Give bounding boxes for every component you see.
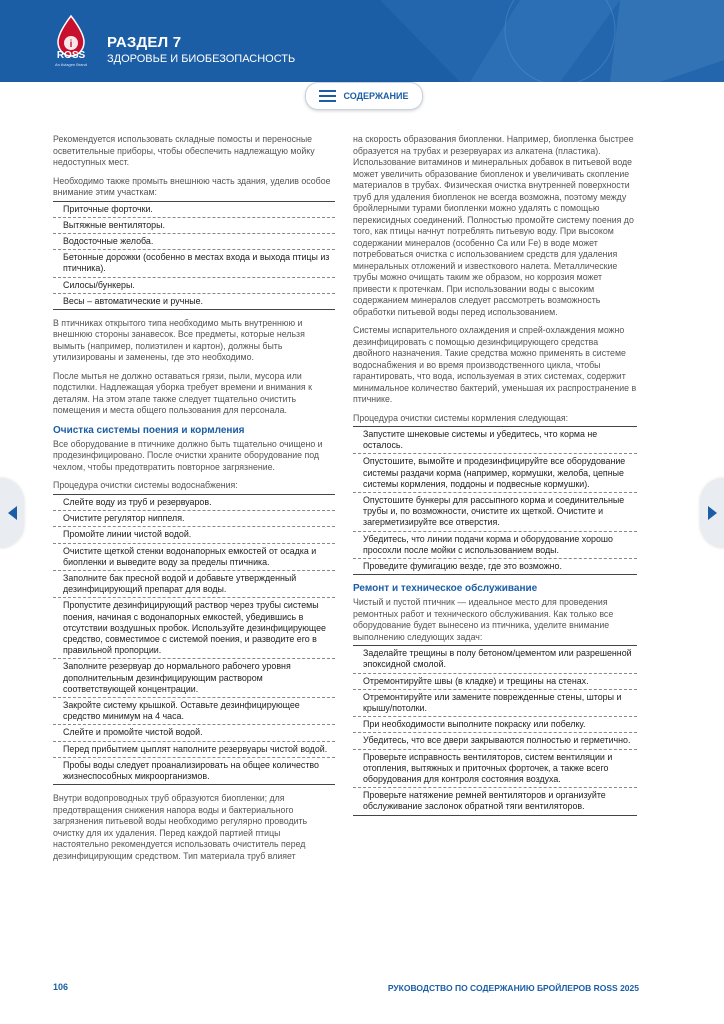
list-item: Весы – автоматические и ручные. <box>53 294 335 310</box>
list-item: Перед прибытием цыплят наполните резервуары чистой водой. <box>53 742 335 758</box>
paragraph: Чистый и пустой птичник — идеальное место для проведения ремонтных работ и технического обслуживания. Как только все оборудование будет вынесено из птичника, уделите внимание выполнению следующих задач: <box>353 597 614 642</box>
list-item: Проверьте натяжение ремней вентиляторов и организуйте обслуживание заслонок обратной тяги вентиляторов. <box>353 788 637 815</box>
section-heading: Ремонт и техническое обслуживание <box>353 583 538 595</box>
list-item: Заполните резервуар до нормального рабочего уровня дополнительным дезинфицирующим раствором соответствующей концентрации. <box>53 659 335 698</box>
contents-label: СОДЕРЖАНИЕ <box>343 91 409 101</box>
section-subtitle: ЗДОРОВЬЕ И БИОБЕЗОПАСНОСТЬ <box>107 53 296 65</box>
list-item: Слейте и промойте чистой водой. <box>53 725 335 741</box>
feed-cleaning-steps <box>353 426 637 575</box>
menu-icon <box>319 90 336 102</box>
repair-tasks-list <box>353 645 637 815</box>
section-title: РАЗДЕЛ 7 <box>107 34 182 51</box>
list-item: Очистите щеткой стенки водонапорных емкостей от осадка и биопленки и выведите воду за пределы птичника. <box>53 544 335 571</box>
list-item: Опустошите бункеры для рассыпного корма и соединительные трубы и, по возможности, очистите их щеткой. Очистите и загерметизируйте все отверстия. <box>353 493 637 532</box>
paragraph: Процедура очистки системы водоснабжения: <box>53 480 238 491</box>
paragraph: Необходимо также промыть внешнюю часть здания, уделив особое внимание этим участкам: <box>53 175 331 197</box>
paragraph: После мытья не должно оставаться грязи, пыли, мусора или подстилки. Надлежащая уборка требует времени и внимания к деталям. На этом этапе также следует тщательно очистить помещения и места общего пользования для персонала. <box>53 370 312 416</box>
list-item: Отремонтируйте или замените поврежденные стены, шторы и крышу/потолки. <box>353 690 637 717</box>
list-item: Вытяжные вентиляторы. <box>53 218 335 234</box>
paragraph: Все оборудование в птичнике должно быть тщательно очищено и продезинфицировано. После очистки храните оборудование под чехлом, чтобы предотвратить повторное загрязнение. <box>53 438 323 472</box>
paragraph: на скорость образования биопленки. Например, биопленка быстрее образуется на трубах и резервуарах из алкатена (пластика). Использование витаминов и минеральных добавок в питьевой воде может увеличить образование биопленок и увеличивать скопление материалов в трубах. Физическая очистка внутренней поверхности труб для удаления биопленок не всегда возможна, поэтому между бройлерными турами биопленки можно удалять с помощью перекисидных соединений. Полностью промойте систему поения до того, как птицы начнут потреблять питьевую воду. При высоком содержании минералов (особенно Ca или Fe) в воде может потребоваться очистка с использованием средств для удаления минеральных отложений и известкового налета. Металлические трубы можно очищать таким же образом, но коррозия может привести к протечкам. При использовании воды с высоким содержанием минералов следует рассмотреть возможность обработки питьевой воды перед использованием. <box>353 134 634 317</box>
prev-page-button[interactable] <box>0 478 24 548</box>
list-item: Пробы воды следует проанализировать на общее количество жизнеспособных микроорганизмов. <box>53 758 335 785</box>
left-column <box>53 134 335 869</box>
list-item: Промойте линии чистой водой. <box>53 527 335 543</box>
list-item: Бетонные дорожки (особенно в местах входа и выхода птицы из птичника). <box>53 250 335 277</box>
paragraph: В птичниках открытого типа необходимо мыть внутреннюю и внешнюю стороны занавесок. Все предметы, которые нельзя вымыть (например, полиэтилен и картон), должны быть утилизированы и заменены, где это необходимо. <box>53 317 305 363</box>
list-item: Отремонтируйте швы (в кладке) и трещины на стенах. <box>353 674 637 690</box>
exterior-areas-list <box>53 201 335 310</box>
footer-title: РУКОВОДСТВО ПО СОДЕРЖАНИЮ БРОЙЛЕРОВ ROSS 2025 <box>387 983 639 993</box>
list-item: Запустите шнековые системы и убедитесь, что корма не осталось. <box>353 427 637 454</box>
arrow-right-icon <box>708 506 717 520</box>
list-item: Водосточные желоба. <box>53 234 335 250</box>
arrow-left-icon <box>8 506 17 520</box>
list-item: Пропустите дезинфицирующий раствор через трубы системы поения, начиная с водонапорных емкостей, убедившись в отсутствии воздушных пробок. Используйте дезинфицирующее средство, совместимое с системой поения, и разводите его в правильной пропорции. <box>53 598 335 659</box>
logo-wordmark: ROSS <box>56 50 86 61</box>
section-heading: Очистка системы поения и кормления <box>53 424 245 436</box>
svg-text:i: i <box>69 39 73 50</box>
next-page-button[interactable] <box>700 478 724 548</box>
water-cleaning-steps <box>53 494 335 785</box>
paragraph: Внутри водопроводных труб образуются биопленки; для предотвращения снижения напора воды и бактериального загрязнения питьевой воды необходимо регулярно проводить очистку для их удаления. Перед каждой партией птицы настоятельно рекомендуется использовать очиститель перед дезинфицирующим средством. Тип материала труб влияет <box>53 793 308 861</box>
right-column <box>353 134 637 824</box>
list-item: Проверьте исправность вентиляторов, систем вентиляции и отопления, вытяжных и приточных форточек, а также всего оборудования для контроля состояния воздуха. <box>353 750 637 789</box>
list-item: Приточные форточки. <box>53 202 335 218</box>
list-item: Слейте воду из труб и резервуаров. <box>53 495 335 511</box>
paragraph: Системы испарительного охлаждения и спрей-охлаждения можно дезинфицировать с помощью дезинфицирующего средства двойного назначения. Такие средства можно применять в системе водоснабжения и во время производственного цикла, чтобы гарантировать, что вода, используемая в этих системах, содержит минимальное количество бактерий, уменьшая их распространение в птичнике. <box>353 325 637 404</box>
list-item: Проведите фумигацию везде, где это возможно. <box>353 559 637 575</box>
paragraph: Рекомендуется использовать складные помосты и переносные осветительные приборы, чтобы обеспечить надлежащую мойку недоступных мест. <box>53 134 315 167</box>
list-item: При необходимости выполните покраску или побелку. <box>353 717 637 733</box>
list-item: Силосы/бункеры. <box>53 278 335 294</box>
list-item: Опустошите, вымойте и продезинфицируйте все оборудование системы раздачи корма (например, кормушки, желоба, цепные системы кормления, поддоны и подвесные кормушки). <box>353 454 637 493</box>
list-item: Очистите регулятор ниппеля. <box>53 511 335 527</box>
list-item: Закройте систему крышкой. Оставьте дезинфицирующее средство минимум на 4 часа. <box>53 698 335 725</box>
contents-button[interactable] <box>305 82 423 110</box>
list-item: Заделайте трещины в полу бетоном/цементом или разрешенной эпоксидной смолой. <box>353 646 637 673</box>
paragraph: Процедура очистки системы кормления следующая: <box>353 412 569 423</box>
page-number: 106 <box>53 982 69 992</box>
logo-tagline: An Aviagen Brand <box>55 62 87 67</box>
list-item: Убедитесь, что все двери закрываются полностью и герметично. <box>353 733 637 749</box>
header-banner <box>0 0 724 82</box>
list-item: Заполните бак пресной водой и добавьте утвержденный дезинфицирующий препарат для воды. <box>53 571 335 598</box>
list-item: Убедитесь, что линии подачи корма и оборудование хорошо просохли после мойки с использованием воды. <box>353 532 637 559</box>
